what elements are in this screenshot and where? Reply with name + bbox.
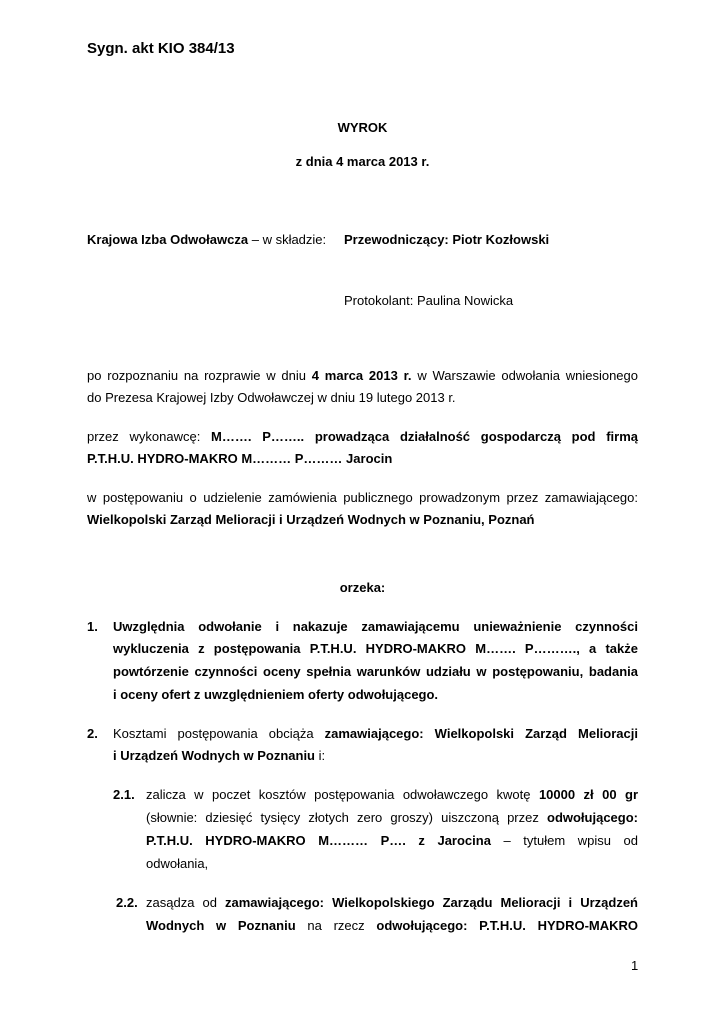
case-number: Sygn. akt KIO 384/13	[87, 40, 235, 57]
contractor-line-1	[87, 429, 638, 444]
contracting-authority: Wielkopolski Zarząd Melioracji i Urządzeń Wodnych w Poznaniu, Poznań	[87, 512, 535, 527]
item-2-1-number: 2.1.	[113, 787, 135, 802]
item-2-line-2	[113, 748, 325, 763]
ruling-heading: orzeka:	[339, 580, 386, 595]
item-2-1-line-4: odwołania,	[146, 856, 209, 871]
panel-recorder: Protokolant: Paulina Nowicka	[344, 293, 514, 308]
item-2-2-party: odwołującego: P.T.H.U. HYDRO-MAKRO	[376, 918, 638, 933]
item-2-text: Kosztami postępowania obciąża	[113, 726, 325, 741]
hearing-paragraph-line-1	[87, 368, 638, 383]
item-2-text: i:	[315, 748, 326, 763]
item-2-1-text: zalicza w poczet kosztów postępowania odwoławczego kwotę	[146, 787, 539, 802]
item-2-line-1	[113, 726, 638, 741]
procedure-line-1: w postępowaniu o udzielenie zamówienia publicznego prowadzonym przez zamawiającego:	[87, 490, 638, 505]
item-2-2-line-2	[146, 918, 638, 933]
item-1-line-4: i oceny ofert z uwzględnieniem oferty odwołującego.	[113, 687, 439, 702]
item-1-line-2: wykluczenia z postępowania P.T.H.U. HYDRO-MAKRO M……. P………., a także	[113, 641, 638, 656]
contractor-line-2: P.T.H.U. HYDRO-MAKRO M……… P……… Jarocin	[87, 451, 393, 466]
panel-chair: Przewodniczący: Piotr Kozłowski	[344, 232, 550, 247]
composition-prefix: – w składzie:	[248, 232, 327, 247]
item-2-1-party: P.T.H.U. HYDRO-MAKRO M……… P…. z Jarocina	[146, 833, 491, 848]
hearing-paragraph-line-2: do Prezesa Krajowej Izby Odwoławczej w dniu 19 lutego 2013 r.	[87, 390, 456, 405]
item-2-1-line-2	[146, 810, 638, 825]
panel-line	[87, 232, 326, 247]
item-2-party: i Urządzeń Wodnych w Poznaniu	[113, 748, 315, 763]
item-2-party: zamawiającego: Wielkopolski Zarząd Melioracji	[324, 726, 638, 741]
item-2-2-party: zamawiającego: Wielkopolskiego Zarządu Melioracji i Urządzeń	[225, 895, 638, 910]
hearing-text: w Warszawie odwołania wniesionego	[411, 368, 638, 383]
page-number: 1	[631, 958, 639, 973]
contractor-label: przez wykonawcę:	[87, 429, 212, 444]
item-2-1-line-3	[146, 833, 638, 848]
item-1-line-1: Uwzględnia odwołanie i nakazuje zamawiającemu unieważnienie czynności	[113, 619, 638, 634]
item-1-line-3: powtórzenie czynności oceny spełnia warunków udziału w postępowaniu, badania	[113, 664, 638, 679]
item-1-number: 1.	[87, 619, 98, 634]
chamber-name: Krajowa Izba Odwoławcza	[87, 232, 249, 247]
item-2-2-text: na rzecz	[295, 918, 377, 933]
item-2-1-line-1	[146, 787, 638, 802]
hearing-text: po rozpoznaniu na rozprawie w dniu	[87, 368, 312, 383]
item-2-number: 2.	[87, 726, 98, 741]
item-2-2-line-1	[146, 895, 638, 910]
item-2-1-amount: 10000 zł 00 gr	[538, 787, 638, 802]
item-2-1-text: (słownie: dziesięć tysięcy złotych zero groszy) uiszczoną przez	[146, 810, 547, 825]
item-2-1-text: – tytułem wpisu od	[490, 833, 638, 848]
contractor-name: M……. P…….. prowadząca działalność gospodarczą pod firmą	[211, 429, 638, 444]
item-2-2-party: Wodnych w Poznaniu	[146, 918, 296, 933]
hearing-date: 4 marca 2013 r.	[311, 368, 412, 383]
item-2-2-number: 2.2.	[116, 895, 138, 910]
item-2-2-text: zasądza od	[146, 895, 226, 910]
verdict-date: z dnia 4 marca 2013 r.	[295, 154, 430, 169]
item-2-1-party: odwołującego:	[547, 810, 638, 825]
verdict-title: WYROK	[337, 120, 388, 135]
